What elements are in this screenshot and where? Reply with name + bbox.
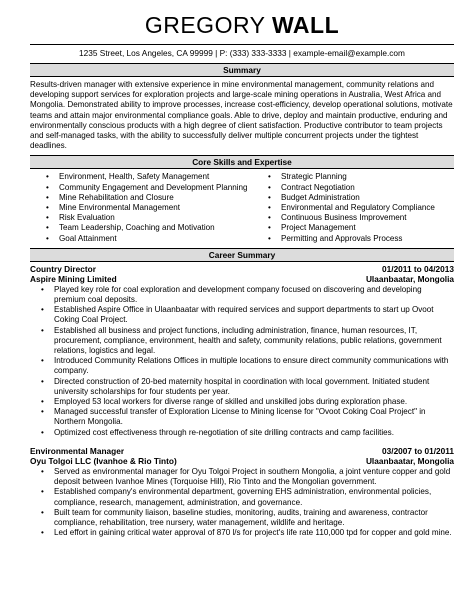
job-title: Environmental Manager bbox=[30, 445, 125, 456]
skill-item: • Community Engagement and Development Planning bbox=[46, 183, 268, 193]
duty-item: • Introduced Community Relations Offices in multiple locations to ensure direct community communications with company. bbox=[41, 356, 454, 376]
skills-list bbox=[30, 172, 454, 243]
duty-item: • Optimized cost effectiveness through re-negotiation of site drilling contracts and camp facilities. bbox=[41, 428, 454, 438]
duty-item: • Led effort in gaining critical water approval of 870 l/s for project's life rate 110,000 tpd for copper and gold mine. bbox=[41, 528, 454, 538]
job-duties bbox=[30, 285, 454, 438]
job-company: Aspire Mining Limited bbox=[30, 273, 117, 284]
skill-item: • Team Leadership, Coaching and Motivation bbox=[46, 223, 268, 233]
skill-item: • Budget Administration bbox=[268, 193, 435, 203]
skill-item: • Continuous Business Improvement bbox=[268, 213, 435, 223]
job-company-row bbox=[30, 274, 454, 284]
duty-item: • Built team for community liaison, baseline studies, monitoring, audits, training and awareness, contractor compliance, rehabilitation, tree nursery, water management, wildlife and heritage. bbox=[41, 508, 454, 528]
skill-item: • Mine Rehabilitation and Closure bbox=[46, 193, 268, 203]
candidate-name bbox=[30, 12, 454, 38]
job-location: Ulaanbaatar, Mongolia bbox=[365, 455, 454, 466]
job-location: Ulaanbaatar, Mongolia bbox=[365, 273, 454, 284]
job-dates: 03/2007 to 01/2011 bbox=[382, 445, 454, 456]
duty-item: • Played key role for coal exploration and development company focused on discovering and developing premium coal deposits. bbox=[41, 285, 454, 305]
skill-item: • Mine Environmental Management bbox=[46, 203, 268, 213]
job-company-row bbox=[30, 456, 454, 466]
job-dates: 01/2011 to 04/2013 bbox=[382, 263, 454, 274]
career-heading: Career Summary bbox=[30, 248, 454, 262]
skill-item: • Environment, Health, Safety Management bbox=[46, 172, 268, 182]
job-entry bbox=[30, 446, 454, 538]
skill-item: • Project Management bbox=[268, 223, 435, 233]
summary-text: Results-driven manager with extensive experience in mine environmental management, community relations and developing support services for exploration projects and large-scale mining operations in Australia, West Africa and Mongolia. Demonstrated ability to improve processes, increase cost-efficiency, develop operational solutions, motivate teams and attain major environmental compliance goals. Able to drive, deploy and maintain productive, enduring and environmentally conscious products with a high degree of client satisfaction. Productive contributor to team projects and self-managed tasks, with the ability to successfully deliver multiple concurrent projects under the tightest deadlines. bbox=[30, 80, 453, 151]
last-name: WALL bbox=[271, 12, 340, 38]
job-title-row bbox=[30, 446, 454, 456]
skill-item: • Contract Negotiation bbox=[268, 183, 435, 193]
duty-item: • Directed construction of 20-bed maternity hospital in coordination with local government. Initiated student university scholarships for four students per year. bbox=[41, 377, 454, 397]
skills-left-column bbox=[46, 172, 268, 243]
skill-item: • Permitting and Approvals Process bbox=[268, 234, 435, 244]
duty-item: • Established company's environmental department, governing EHS administration, environmental policies, compliance, research, management, administration, and governance. bbox=[41, 487, 454, 507]
skill-item: • Goal Attainment bbox=[46, 234, 268, 244]
duty-item: • Established all business and project functions, including administration, finance, human resources, IT, procurement, compliance, environment, health and safety, community relations, public relations, government relations, logistics and legal. bbox=[41, 326, 454, 357]
job-title: Country Director bbox=[30, 263, 96, 274]
job-duties bbox=[30, 467, 454, 538]
skills-right-column bbox=[268, 172, 435, 243]
duty-item: • Employed 53 local workers for diverse range of skilled and unskilled jobs during exploration phase. bbox=[41, 397, 454, 407]
job-entry bbox=[30, 264, 454, 438]
first-name: GREGORY bbox=[144, 12, 266, 38]
job-title-row bbox=[30, 264, 454, 274]
header-divider bbox=[30, 44, 454, 45]
skill-item: • Risk Evaluation bbox=[46, 213, 268, 223]
summary-heading: Summary bbox=[30, 63, 454, 77]
job-company: Oyu Tolgoi LLC (Ivanhoe & Rio Tinto) bbox=[30, 455, 177, 466]
contact-line: 1235 Street, Los Angeles, CA 99999 | P: (333) 333-3333 | example-email@example.com bbox=[79, 48, 405, 58]
skills-heading: Core Skills and Expertise bbox=[30, 155, 454, 169]
duty-item: • Established Aspire Office in Ulaanbaatar with required services and support departments to start up Ovoot Coking Coal Project. bbox=[41, 305, 454, 325]
duty-item: • Served as environmental manager for Oyu Tolgoi Project in southern Mongolia, a joint venture copper and gold deposit between Ivanhoe Mines (Torquoise Hill), Rio Tinto and the Mongolian government. bbox=[41, 467, 454, 487]
duty-item: • Managed successful transfer of Exploration License to Mining license for "Ovoot Coking Coal Project" in Northern Mongolia. bbox=[41, 407, 454, 427]
skill-item: • Environmental and Regulatory Compliance bbox=[268, 203, 435, 213]
skill-item: • Strategic Planning bbox=[268, 172, 435, 182]
